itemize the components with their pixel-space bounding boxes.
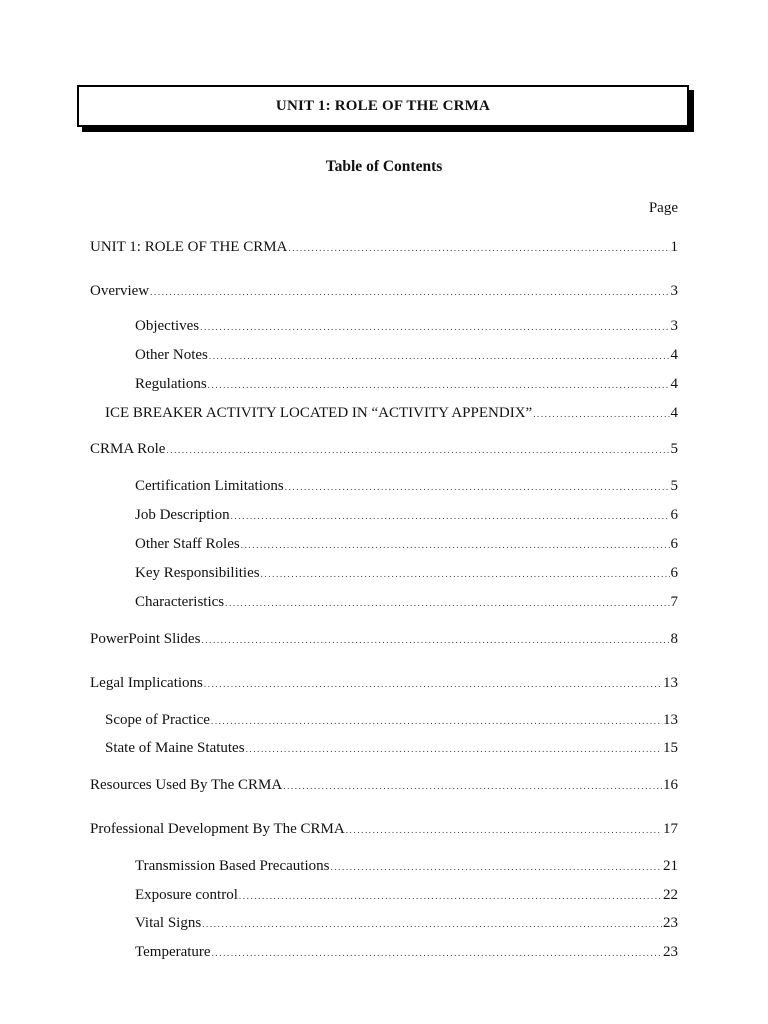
toc-entry-label: Regulations [135,376,207,392]
toc-entry-scope-of-practice[interactable] [105,711,678,730]
toc-entry-page: 5 [670,441,678,457]
dot-leader [211,712,662,730]
toc-entry-label: Transmission Based Precautions [135,858,330,874]
toc-entry-page: 1 [670,239,678,255]
toc-entry-label: ICE BREAKER ACTIVITY LOCATED IN “ACTIVITY APPENDIX” [105,405,533,421]
toc-entry-page: 15 [663,740,678,756]
dot-leader [225,594,669,612]
dot-leader [239,887,662,905]
toc-entry-label: Exposure control [135,887,238,903]
toc-entry-certification-limitations[interactable] [135,477,678,496]
toc-entry-label: Objectives [135,318,200,334]
toc-entry-label: UNIT 1: ROLE OF THE CRMA [90,239,288,255]
toc-entry-label: PowerPoint Slides [90,631,201,647]
toc-entry-label: Overview [90,283,150,299]
toc-entry-label: Other Staff Roles [135,536,240,552]
toc-title: Table of Contents [325,158,443,175]
dot-leader [204,675,662,693]
toc-entry-temperature[interactable] [135,943,678,962]
toc-entry-job-description[interactable] [135,506,678,525]
toc-entry-exposure-control[interactable] [135,886,678,905]
toc-entry-label: Job Description [135,507,230,523]
dot-leader [241,536,670,554]
dot-leader [283,777,662,795]
toc-entry-page: 6 [670,565,678,581]
toc-entry-label: Scope of Practice [105,712,210,728]
dot-leader [201,631,669,649]
toc-entry-resources[interactable] [90,776,678,795]
toc-entry-ice-breaker[interactable] [105,404,678,423]
toc-entry-page: 7 [670,594,678,610]
dot-leader [533,405,669,423]
toc-entry-page: 4 [670,405,678,421]
toc-entry-powerpoint-slides[interactable] [90,630,678,649]
toc-entry-page: 8 [670,631,678,647]
toc-entry-page: 6 [670,536,678,552]
toc-entry-page: 22 [663,887,678,903]
dot-leader [200,318,669,336]
toc-entry-objectives[interactable] [135,317,678,336]
dot-leader [209,347,670,365]
toc-entry-label: Other Notes [135,347,208,363]
dot-leader [261,565,670,583]
toc-entry-other-notes[interactable] [135,346,678,365]
toc-entry-crma-role[interactable] [90,440,678,459]
toc-entry-unit-1[interactable] [90,238,678,257]
toc-entry-page: 13 [663,675,678,691]
toc-entry-overview[interactable] [90,282,678,301]
dot-leader [346,821,662,839]
toc-entry-transmission-based-precautions[interactable] [135,857,678,876]
toc-entry-characteristics[interactable] [135,593,678,612]
dot-leader [231,507,670,525]
dot-leader [330,858,662,876]
toc-entry-label: Legal Implications [90,675,203,691]
dot-leader [288,239,669,257]
toc-entry-page: 5 [670,478,678,494]
dot-leader [202,915,662,933]
toc-entry-page: 4 [670,347,678,363]
dot-leader [246,740,662,758]
dot-leader [285,478,670,496]
dot-leader [212,944,662,962]
toc-entry-page: 23 [663,915,678,931]
toc-entry-other-staff-roles[interactable] [135,535,678,554]
dot-leader [208,376,670,394]
toc-entry-state-of-maine-statutes[interactable] [105,739,678,758]
toc-entry-page: 21 [663,858,678,874]
toc-entry-professional-development[interactable] [90,820,678,839]
unit-title: UNIT 1: ROLE OF THE CRMA [275,97,491,114]
toc-entry-page: 23 [663,944,678,960]
toc-entry-label: Vital Signs [135,915,202,931]
toc-entry-page: 3 [670,283,678,299]
toc-entry-label: Certification Limitations [135,478,284,494]
toc-entry-page: 4 [670,376,678,392]
toc-entry-label: Temperature [135,944,211,960]
toc-entry-label: CRMA Role [90,441,166,457]
toc-entry-page: 3 [670,318,678,334]
dot-leader [166,441,669,459]
toc-entry-page: 13 [663,712,678,728]
toc-entry-vital-signs[interactable] [135,914,678,933]
toc-entry-label: Resources Used By The CRMA [90,777,283,793]
toc-entry-label: Characteristics [135,594,225,610]
toc-entry-regulations[interactable] [135,375,678,394]
dot-leader [150,283,669,301]
toc-entry-label: Key Responsibilities [135,565,260,581]
toc-entry-page: 16 [663,777,678,793]
toc-entry-label: Professional Development By The CRMA [90,821,345,837]
toc-entry-page: 17 [663,821,678,837]
toc-entry-page: 6 [670,507,678,523]
page-column-label: Page [648,200,678,216]
toc-entry-label: State of Maine Statutes [105,740,245,756]
toc-entry-key-responsibilities[interactable] [135,564,678,583]
toc-entry-legal-implications[interactable] [90,674,678,693]
